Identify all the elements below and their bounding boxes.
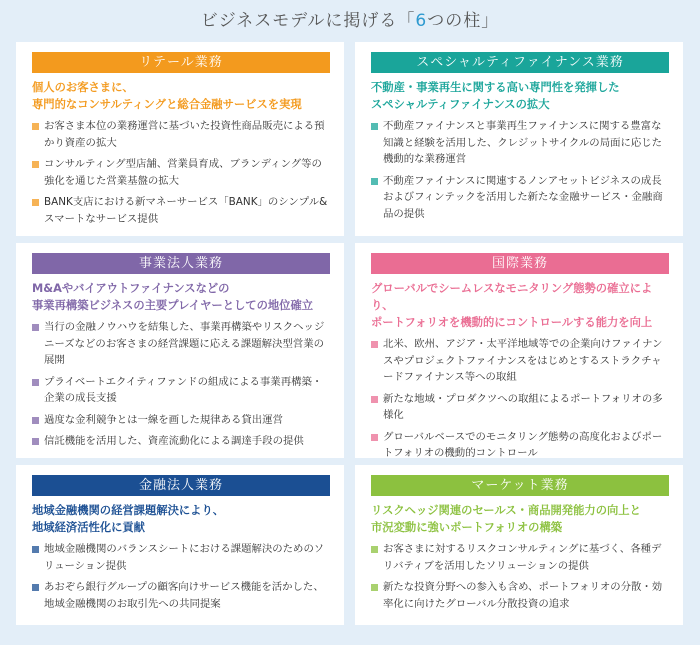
lead-markets: リスクヘッジ関連のセールス・商品開発能力の向上と 市況変動に強いポートフォリオの構築 (371, 504, 641, 534)
item-text: 新たな地域・プロダクツへの取組によるポートフォリオの多様化 (383, 392, 663, 421)
item-text: お客さまに対するリスクコンサルティングに基づく、各種デリバティブを活用したソリューションの提供 (383, 543, 662, 572)
bullet-square-icon (32, 161, 39, 168)
bullet-square-icon (371, 178, 378, 185)
bullet-square-icon (32, 199, 39, 206)
lead-corporate: M&Aやバイアウトファイナンスなどの 事業再構築ビジネスの主要プレイヤーとしての地位確立 (32, 282, 314, 312)
item-text: グローバルベースでのモニタリング態勢の高度化およびポートフォリオの機動的コントロール (383, 430, 663, 459)
list-item (371, 173, 669, 223)
card-header-international: 国際業務 (371, 253, 669, 274)
item-text: 不動産ファイナンスと事業再生ファイナンスに関する豊富な知識と経験を活用した、クレジットサイクルの局面に応じた機動的な業務運営 (383, 120, 663, 165)
list-item (32, 541, 330, 574)
card-corporate (16, 243, 344, 458)
card-international (355, 243, 683, 458)
card-header-corporate: 事業法人業務 (32, 253, 330, 274)
item-text: あおぞら銀行グループの顧客向けサービス機能を活かした、地域金融機関のお取引先への共同提案 (44, 581, 324, 610)
list-item (32, 433, 330, 450)
bullet-square-icon (371, 396, 378, 403)
item-text: BANK支店における新マネーサービス「BANK」のシンプル&スマートなサービス提供 (44, 196, 328, 225)
bullet-square-icon (371, 123, 378, 130)
item-text: お客さま本位の業務運営に基づいた投資性商品販売による預かり資産の拡大 (44, 120, 325, 149)
item-text: 当行の金融ノウハウを結集した、事業再構築やリスクヘッジニーズなどのお客さまの経営課題に応える課題解決型営業の展開 (44, 321, 325, 366)
list-item (32, 579, 330, 612)
bullet-square-icon (371, 546, 378, 553)
item-text: 地域金融機関のバランスシートにおける課題解決のためのソリューション提供 (44, 543, 325, 572)
list-item (371, 118, 669, 168)
bullet-square-icon (371, 584, 378, 591)
bullet-square-icon (32, 546, 39, 553)
list-item (32, 319, 330, 369)
card-header-financial-institutions: 金融法人業務 (32, 475, 330, 496)
bullet-square-icon (32, 417, 39, 424)
bullet-square-icon (32, 438, 39, 445)
page-title (0, 6, 700, 31)
lead-international: グローバルでシームレスなモニタリング態勢の確立により、 ポートフォリオを機動的にコントロールする能力を向上 (371, 282, 653, 329)
list-item (32, 194, 330, 227)
card-markets (355, 465, 683, 625)
card-specialty-finance (355, 42, 683, 236)
bullet-square-icon (32, 379, 39, 386)
item-text: 信託機能を活用した、資産流動化による調達手段の提供 (44, 435, 304, 447)
list-item (371, 429, 669, 462)
item-text: コンサルティング型店舗、営業員育成、ブランディング等の強化を通じた営業基盤の拡大 (44, 158, 322, 187)
lead-retail: 個人のお客さまに、 専門的なコンサルティングと総合金融サービスを実現 (32, 81, 302, 111)
list-item (371, 579, 669, 612)
list-item (32, 374, 330, 407)
list-item (371, 391, 669, 424)
title-number: 6 (415, 11, 428, 31)
card-financial-institutions (16, 465, 344, 625)
card-retail (16, 42, 344, 236)
item-text: 北米、欧州、アジア・太平洋地域等での企業向けファイナンスやプロジェクトファイナンスをはじめとするストラクチャードファイナンス等への取組 (383, 338, 663, 383)
title-prefix: ビジネスモデルに掲げる「 (200, 11, 416, 31)
item-text: 過度な金利競争とは一線を画した規律ある貸出運営 (44, 413, 283, 426)
list-item (32, 156, 330, 189)
card-header-specialty-finance: スペシャルティファイナンス業務 (371, 52, 669, 73)
bullet-square-icon (371, 434, 378, 441)
list-item (371, 336, 669, 386)
item-text: プライベートエクイティファンドの組成による事業再構築・企業の成長支援 (44, 375, 323, 404)
lead-specialty-finance: 不動産・事業再生に関する高い専門性を発揮した スペシャルティファイナンスの拡大 (371, 81, 620, 111)
title-suffix: つの柱」 (427, 11, 500, 31)
bullet-square-icon (32, 584, 39, 591)
lead-financial-institutions: 地域金融機関の経営課題解決により、 地域経済活性化に貢献 (32, 504, 225, 534)
list-item (32, 412, 330, 429)
card-header-markets: マーケット業務 (371, 475, 669, 496)
list-item (371, 541, 669, 574)
item-text: 不動産ファイナンスに関連するノンアセットビジネスの成長およびフィンテックを活用した新たな金融サービス・金融商品の提供 (383, 174, 663, 220)
list-item (32, 118, 330, 151)
card-header-retail: リテール業務 (32, 52, 330, 73)
bullet-square-icon (32, 324, 39, 331)
bullet-square-icon (371, 341, 378, 348)
bullet-square-icon (32, 123, 39, 130)
item-text: 新たな投資分野への参入も含め、ポートフォリオの分散・効率化に向けたグローバル分散投資の追求 (383, 581, 663, 610)
